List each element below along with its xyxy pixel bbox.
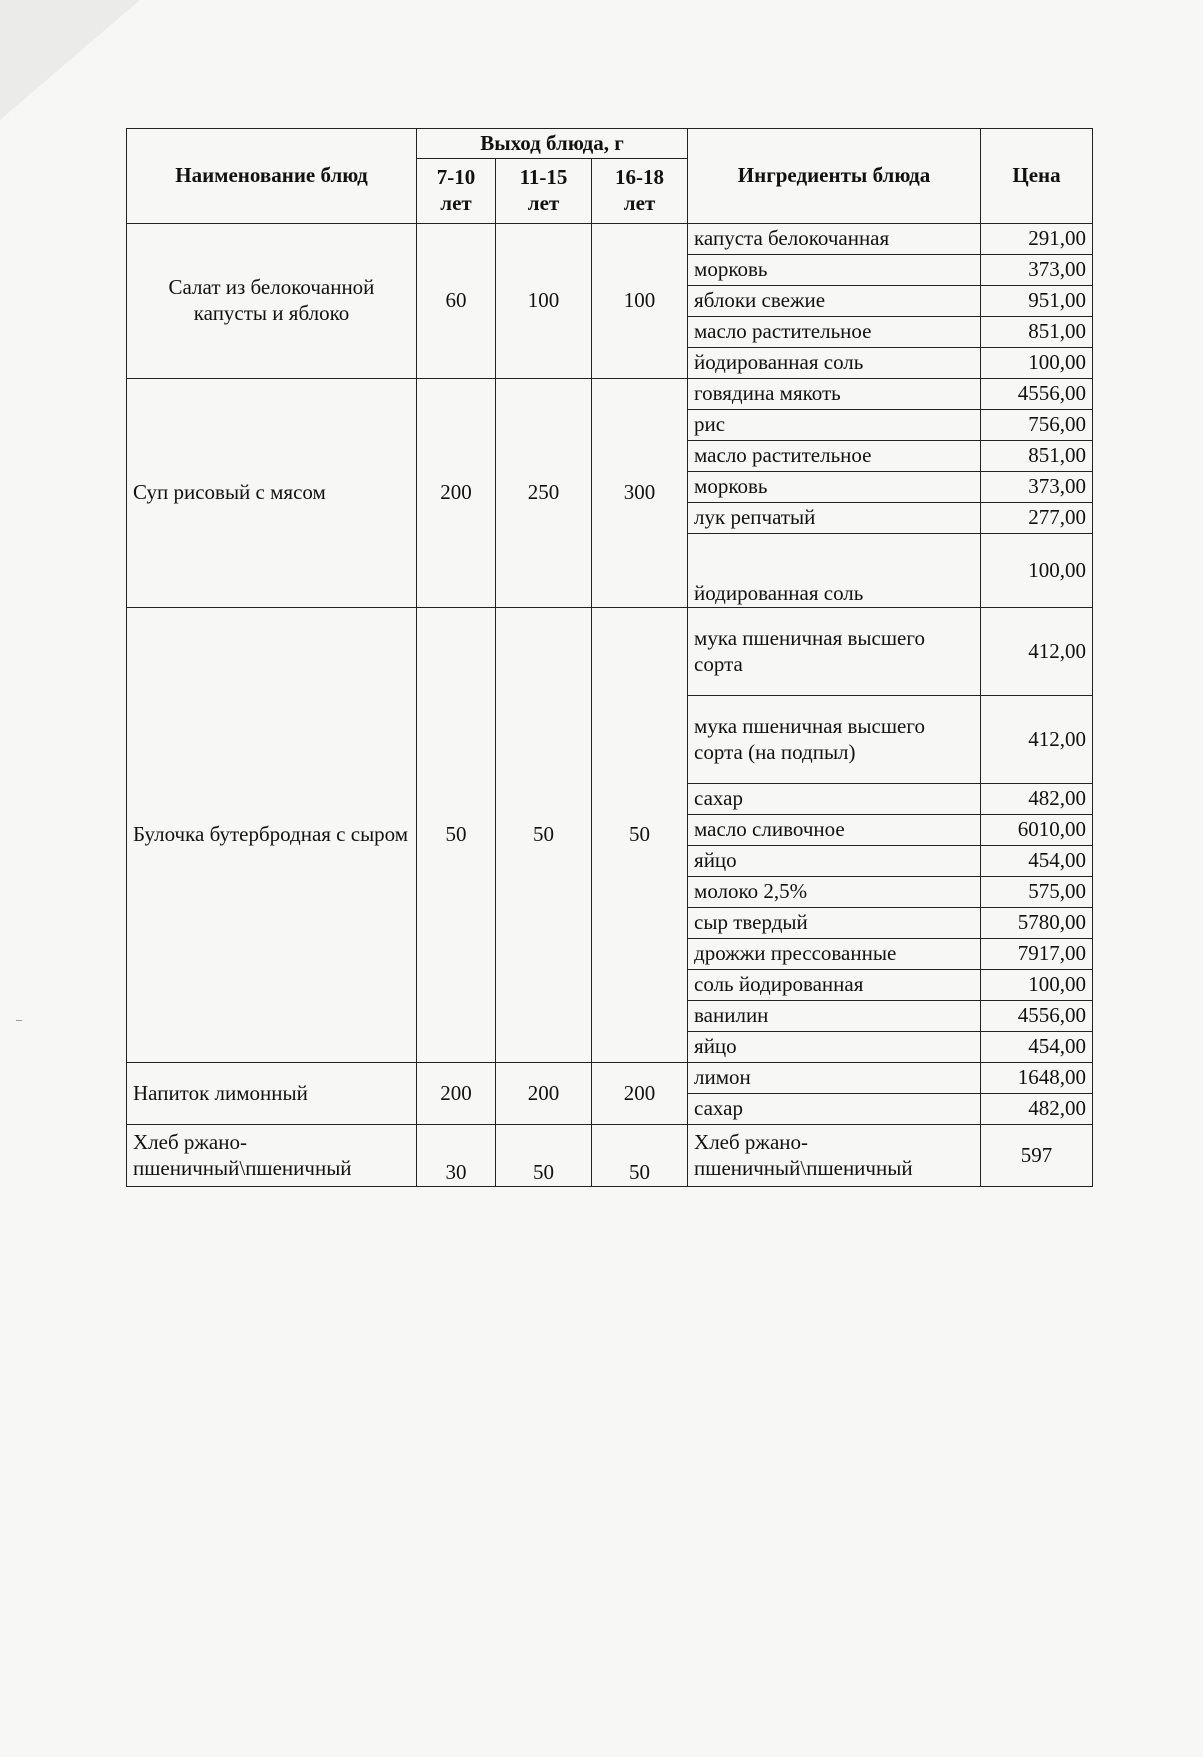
- ingredient-price: 291,00: [981, 224, 1093, 255]
- ingredient-name: лимон: [688, 1063, 981, 1094]
- ingredient-price: 597: [981, 1125, 1093, 1187]
- ingredient-name: дрожжи прессованные: [688, 939, 981, 970]
- ingredient-name: лук репчатый: [688, 503, 981, 534]
- ingredient-name: капуста белокочанная: [688, 224, 981, 255]
- ingredient-price: 7917,00: [981, 939, 1093, 970]
- table-row: [127, 1125, 1093, 1187]
- yield-7-10: 50: [417, 608, 496, 1063]
- ingredient-price: 482,00: [981, 784, 1093, 815]
- menu-table: [126, 128, 1093, 1187]
- ingredient-name: яйцо: [688, 1032, 981, 1063]
- header-price: Цена: [981, 129, 1093, 224]
- ingredient-name: молоко 2,5%: [688, 877, 981, 908]
- ingredient-price: 373,00: [981, 255, 1093, 286]
- ingredient-name: сахар: [688, 784, 981, 815]
- dish-name: Напиток лимонный: [127, 1063, 417, 1125]
- yield-11-15: 50: [496, 608, 592, 1063]
- ingredient-name: говядина мякоть: [688, 379, 981, 410]
- yield-7-10: 200: [417, 379, 496, 608]
- ingredient-name: мука пшеничная высшего сорта: [688, 608, 981, 696]
- ingredient-name: соль йодированная: [688, 970, 981, 1001]
- yield-11-15: 50: [496, 1125, 592, 1187]
- ingredient-price: 100,00: [981, 970, 1093, 1001]
- yield-7-10: 60: [417, 224, 496, 379]
- ingredient-name: яблоки свежие: [688, 286, 981, 317]
- yield-11-15: 200: [496, 1063, 592, 1125]
- ingredient-name: масло растительное: [688, 317, 981, 348]
- yield-16-18: 50: [592, 1125, 688, 1187]
- page-mark: [16, 1020, 22, 1021]
- ingredient-name: ванилин: [688, 1001, 981, 1032]
- ingredient-price: 412,00: [981, 696, 1093, 784]
- ingredient-price: 1648,00: [981, 1063, 1093, 1094]
- ingredient-price: 851,00: [981, 441, 1093, 472]
- yield-11-15: 100: [496, 224, 592, 379]
- dish-name: Салат из белокочанной капусты и яблоко: [127, 224, 417, 379]
- dish-name: Булочка бутербродная с сыром: [127, 608, 417, 1063]
- header-ingredients: Ингредиенты блюда: [688, 129, 981, 224]
- ingredient-name: сахар: [688, 1094, 981, 1125]
- ingredient-price: 4556,00: [981, 379, 1093, 410]
- ingredient-price: 482,00: [981, 1094, 1093, 1125]
- ingredient-price: 412,00: [981, 608, 1093, 696]
- ingredient-name: яйцо: [688, 846, 981, 877]
- ingredient-price: 6010,00: [981, 815, 1093, 846]
- table-row: [127, 1063, 1093, 1094]
- dish-name: Суп рисовый с мясом: [127, 379, 417, 608]
- ingredient-price: 951,00: [981, 286, 1093, 317]
- yield-16-18: 200: [592, 1063, 688, 1125]
- yield-11-15: 250: [496, 379, 592, 608]
- ingredient-price: 5780,00: [981, 908, 1093, 939]
- yield-16-18: 300: [592, 379, 688, 608]
- ingredient-price: 100,00: [981, 534, 1093, 608]
- yield-7-10: 200: [417, 1063, 496, 1125]
- ingredient-name: рис: [688, 410, 981, 441]
- ingredient-price: 454,00: [981, 846, 1093, 877]
- table-row: [127, 224, 1093, 255]
- ingredient-price: 373,00: [981, 472, 1093, 503]
- ingredient-name: йодированная соль: [688, 534, 981, 608]
- ingredient-price: 575,00: [981, 877, 1093, 908]
- header-age-16-18: 16-18 лет: [592, 159, 688, 224]
- ingredient-name: мука пшеничная высшего сорта (на подпыл): [688, 696, 981, 784]
- yield-7-10: 30: [417, 1125, 496, 1187]
- header-age-11-15: 11-15 лет: [496, 159, 592, 224]
- page-corner-fold: [0, 0, 140, 120]
- ingredient-price: 4556,00: [981, 1001, 1093, 1032]
- ingredient-price: 454,00: [981, 1032, 1093, 1063]
- ingredient-name: сыр твердый: [688, 908, 981, 939]
- table-row: [127, 379, 1093, 410]
- ingredient-price: 277,00: [981, 503, 1093, 534]
- ingredient-price: 851,00: [981, 317, 1093, 348]
- ingredient-price: 100,00: [981, 348, 1093, 379]
- header-dish-name: Наименование блюд: [127, 129, 417, 224]
- header-age-7-10: 7-10 лет: [417, 159, 496, 224]
- ingredient-name: морковь: [688, 472, 981, 503]
- dish-name: Хлеб ржано-пшеничный\пшеничный: [127, 1125, 417, 1187]
- yield-16-18: 50: [592, 608, 688, 1063]
- ingredient-name: масло растительное: [688, 441, 981, 472]
- ingredient-name: морковь: [688, 255, 981, 286]
- ingredient-price: 756,00: [981, 410, 1093, 441]
- ingredient-name: Хлеб ржано-пшеничный\пшеничный: [688, 1125, 981, 1187]
- header-yield-group: Выход блюда, г: [417, 129, 688, 159]
- table-row: [127, 608, 1093, 696]
- ingredient-name: масло сливочное: [688, 815, 981, 846]
- ingredient-name: йодированная соль: [688, 348, 981, 379]
- yield-16-18: 100: [592, 224, 688, 379]
